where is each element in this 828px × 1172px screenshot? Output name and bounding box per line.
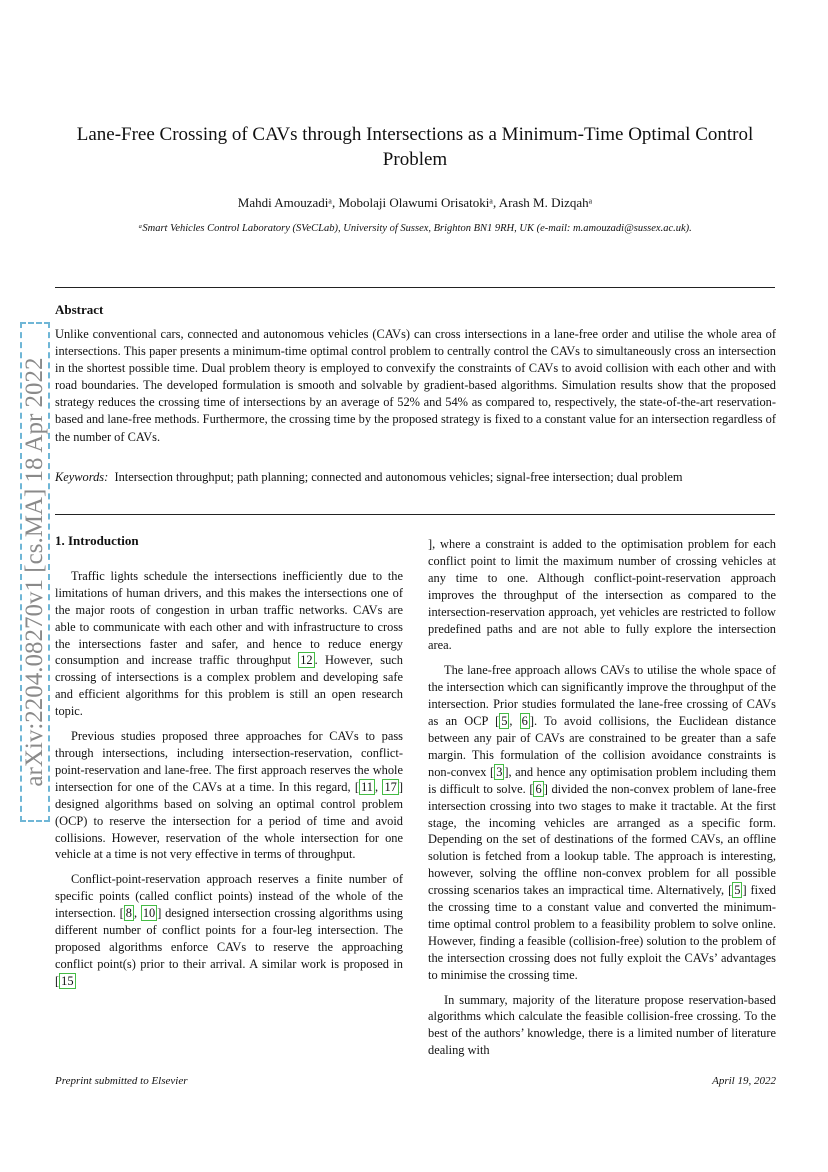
citation-link[interactable]: 17 <box>384 779 397 794</box>
paragraph-1: Traffic lights schedule the intersections inefficiently due to the limitations of human drivers, and this makes the intersections one of the major roots of congestion in urban traffic networks. CAVs are able to communicate with each other and with infrastructure to cross the intersections faster and safer, and hence to reduce energy consumption and increase traffic throughput 12 . However, such crossing of intersections is a complex problem and developing safe and efficient algorithms for this problem is still an open research topic. <box>55 568 403 719</box>
paragraph-5: In summary, majority of the literature propose reservation-based algorithms which calculate the feasible collision-free crossing. To the best of the authors’ knowledge, there is a limited number of literature dealing with <box>428 992 776 1058</box>
affiliation: ᵃSmart Vehicles Control Laboratory (SVeCLab), University of Sussex, Brighton BN1 9RH, UK (e-mail: m.amouzadi@sussex.ac.uk). <box>138 223 692 234</box>
bottom-rule <box>55 514 775 515</box>
right-column <box>428 536 776 1067</box>
paragraph-3: Conflict-point-reservation approach reserves a finite number of specific points (called conflict points) instead of the whole of the intersection. [ 8 , 10 ] designed intersection crossing algorithms using different number of conflict points for a four-leg intersection. The proposed algorithms enforce CAVs to reserve the approaching conflict point(s) prior to their arrival. A similar work is proposed in [ 15 <box>55 872 403 988</box>
arxiv-sidebar <box>20 322 50 822</box>
paragraph-4: The lane-free approach allows CAVs to utilise the whole space of the intersection which can significantly improve the throughput of the intersection. Prior studies formulated the lane-free crossing of CAVs as an OCP [ 5 , 6 ]. To avoid collisions, the Euclidean distance between any pair of CAVs are constrained to be greater than a safe margin. This formulation of the collision avoidance constraints is non-convex [ 3 ], and hence any optimisation problem including them is difficult to solve. [ 6 ] divided the non-convex problem of lane-free intersection crossing into two stages to make it tractable. At the first stage, the incoming vehicles are arranged as a specific form. Depending on the set of destinations of the formed CAVs, an offline solution is fetched from a lookup table. The approach is interesting, however, solving the offline non-convex problem for all possible crossing scenarios takes an impractical time. Alternatively, [ 5 ] fixed the crossing time to a constant value and converted the minimum-time optimal control problem to a feasibility problem to solve online. However, finding a feasible (collision-free) solution to the problem of the intersection crossing does not fully exploit the CAVs’ advantages to minimise the crossing time. <box>428 663 777 982</box>
citation-link[interactable]: 12 <box>300 653 313 668</box>
paragraph-2: Previous studies proposed three approaches for CAVs to pass through intersections, including intersection-reservation, conflict-point-reservation and lane-free. The first approach reserves the whole intersection for one of the CAVs at a time. In this regard, [ 11 , 17 ] designed algorithms based on solving an optimal control problem (OCP) to reserve the intersection for a period of time and avoid collisions. However, reservation of the whole intersection for one vehicle at a time is not very effective in terms of throughput. <box>55 729 403 862</box>
citation-link[interactable]: 5 <box>501 714 508 729</box>
citation-link[interactable]: 5 <box>734 883 741 898</box>
author-list: Mahdi Amouzadiᵃ, Mobolaji Olawumi Orisatokiᵃ, Arash M. Dizqahᵃ <box>237 195 593 210</box>
citation-link[interactable]: 8 <box>125 906 132 921</box>
paper-title: Lane-Free Crossing of CAVs through Intersections as a Minimum-Time Optimal Control Problem <box>76 124 754 170</box>
section-heading: 1. Introduction <box>55 533 139 548</box>
arxiv-id: arXiv:2204.08270v1 [cs.MA] 18 Apr 2022 <box>21 357 48 787</box>
abstract-text: Unlike conventional cars, connected and autonomous vehicles (CAVs) can cross intersections in a lane-free order and utilise the whole area of intersections. This paper presents a minimum-time optimal control problem to centrally control the CAVs to simultaneously cross an intersection in the shortest possible time. Dual problem theory is employed to convexify the constraints of CAVs to avoid collision with each other and with road boundaries. The developed formulation is smooth and solvable by gradient-based algorithms. Simulation results show that the proposed strategy reduces the crossing time of intersections by an average of 52% and 54% as compared to, respectively, the state-of-the-art reservation-based and lane-free methods. Furthermore, the crossing time by the proposed strategy is fixed to a constant value for an intersection regardless of the number of CAVs. <box>55 327 776 444</box>
left-column <box>55 533 403 990</box>
abstract-heading: Abstract <box>55 302 104 317</box>
footer-date: April 19, 2022 <box>712 1075 776 1087</box>
citation-link[interactable]: 15 <box>61 973 74 988</box>
citation-link[interactable]: 11 <box>361 779 373 794</box>
keywords-text: Intersection throughput; path planning; connected and autonomous vehicles; signal-free intersection; dual problem <box>114 470 683 484</box>
citation-link[interactable]: 6 <box>521 714 528 729</box>
citation-link[interactable]: 6 <box>535 781 542 796</box>
citation-link[interactable]: 3 <box>496 764 503 779</box>
citation-link[interactable]: 10 <box>142 906 156 921</box>
paragraph-3-continued: ], where a constraint is added to the optimisation problem for each conflict point to limit the maximum number of crossing vehicles at any time to one. Although conflict-point-reservation approach improves the throughput of the intersection as compared to the intersection-reservation approach, yet vehicles are restricted to follow predefined paths and are not able to fully explore the intersection area. <box>428 537 776 653</box>
keywords <box>55 469 776 486</box>
keywords-label: Keywords: <box>55 470 109 484</box>
footer-preprint: Preprint submitted to Elsevier <box>55 1075 188 1087</box>
top-rule <box>55 287 775 288</box>
